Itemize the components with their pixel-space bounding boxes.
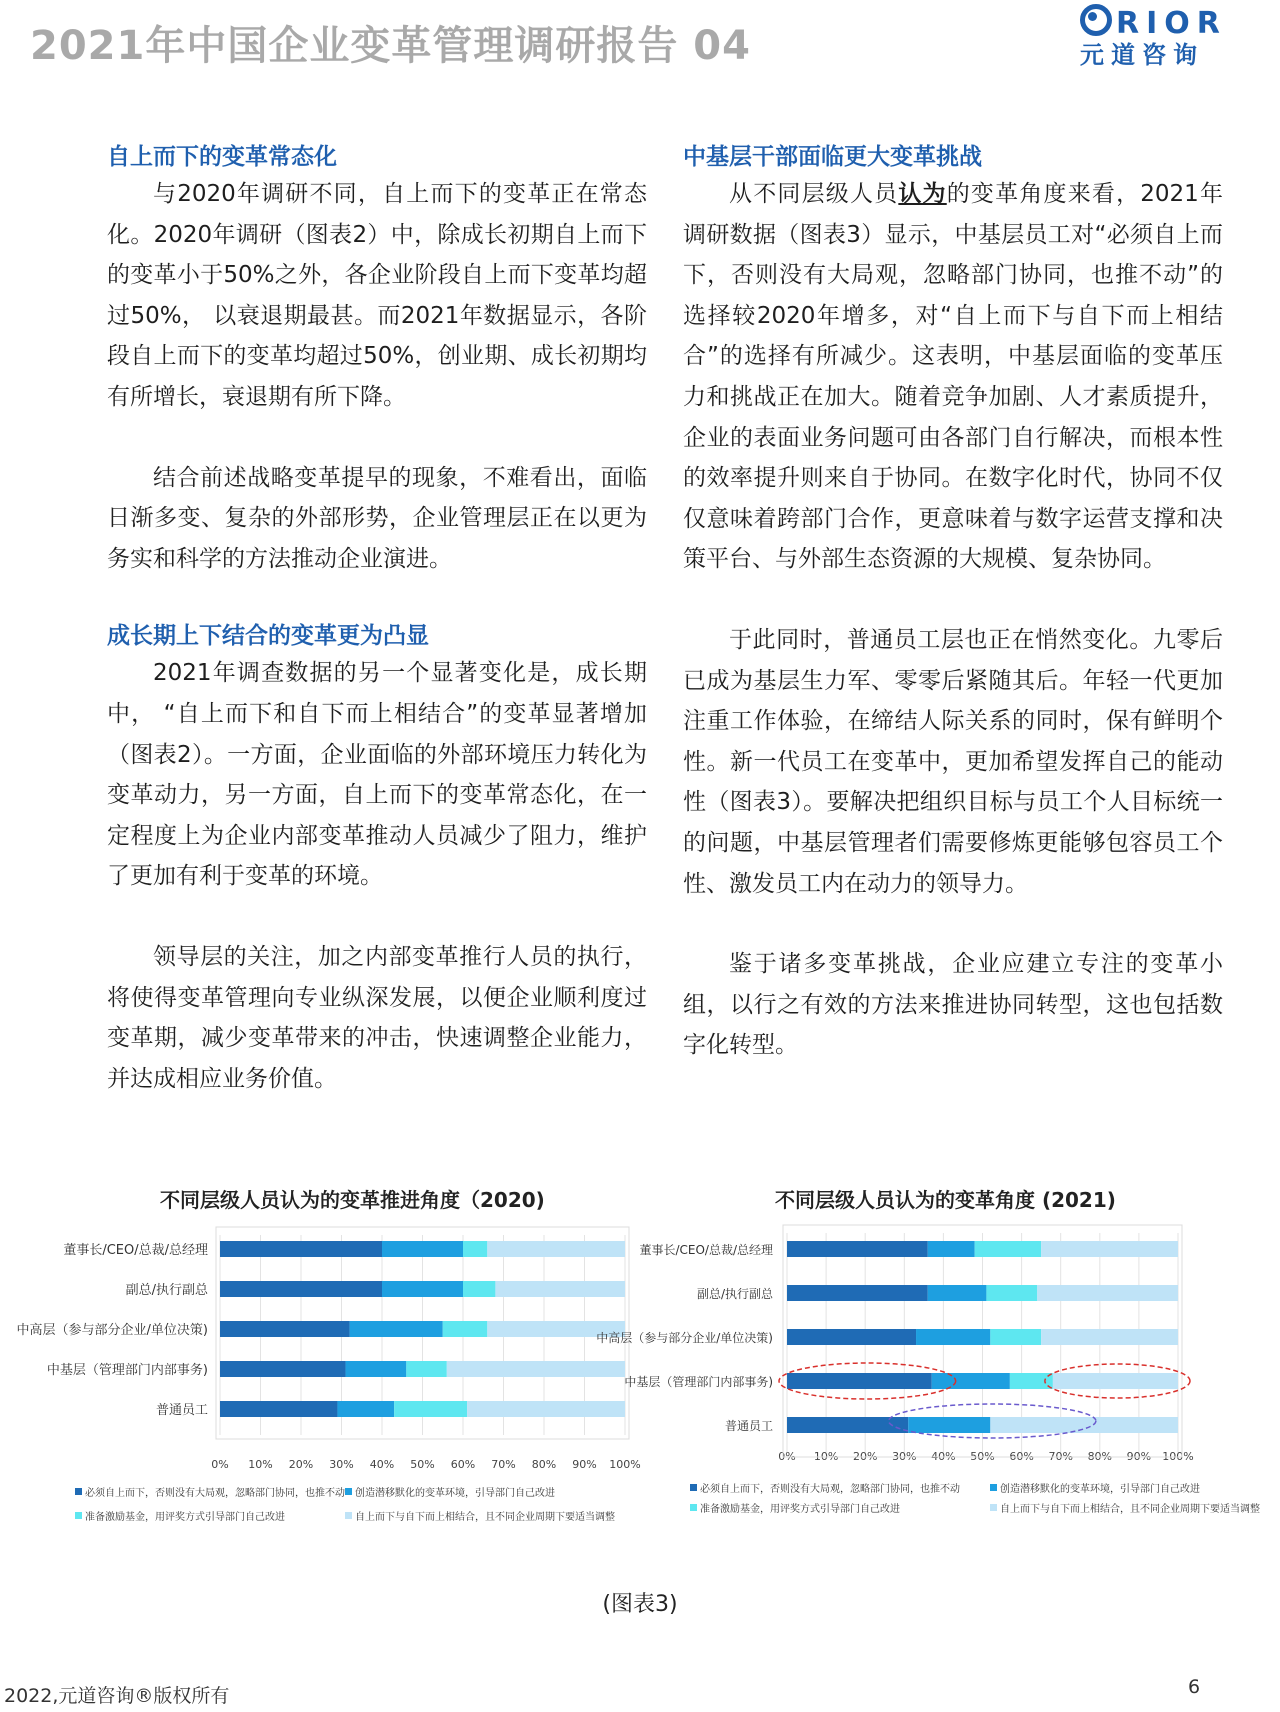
bar-segment (463, 1241, 487, 1257)
x-tick-label: 100% (609, 1458, 641, 1471)
bar-segment (346, 1361, 407, 1377)
bar-segment (443, 1321, 488, 1337)
bar-segment (908, 1417, 990, 1433)
bar-segment (382, 1241, 463, 1257)
figure-caption: (图表3) (602, 1592, 678, 1617)
chart-2020 (0, 1180, 641, 1523)
bar-segment (337, 1401, 394, 1417)
x-tick-label: 10% (248, 1458, 273, 1471)
chart-2021 (596, 1180, 1280, 1520)
category-label: 中基层（管理部门内部事务) (46, 1363, 208, 1378)
legend-swatch (345, 1512, 352, 1519)
bar-segment (1041, 1241, 1178, 1257)
bar-segment (787, 1241, 928, 1257)
legend-swatch (75, 1488, 82, 1495)
section-heading: 成长期上下结合的变革更为凸显 (107, 623, 429, 650)
category-label: 副总/执行副总 (696, 1287, 773, 1301)
logo-subtitle: 元道咨询 (1080, 41, 1204, 69)
legend-label: 准备激励基金，用评奖方式引导部门自己改进 (85, 1512, 285, 1523)
legend-swatch (345, 1488, 352, 1495)
legend-label: 创造潜移默化的变革环境，引导部门自己改进 (355, 1488, 555, 1499)
paragraph: 领导层的关注，加之内部变革推行人员的执行，将使得变革管理向专业纵深发展，以便企业顺利度过变革期，减少变革带来的冲击，快速调整企业能力，并达成相应业务价值。 (107, 943, 647, 1092)
bar-segment (990, 1417, 1178, 1433)
legend-swatch (690, 1504, 697, 1511)
logo-text: RIOR (1116, 6, 1227, 41)
bar-segment (495, 1281, 625, 1297)
left-column (107, 140, 647, 1099)
category-label: 普通员工 (155, 1403, 208, 1418)
paragraph: 从不同层级人员认为的变革角度来看，2021年调研数据（图表3）显示，中基层员工对“必须自上而下，否则没有大局观，忽略部门协同，也推不动”的选择较2020年增多，对“自上而下与自下而上相结合”的选择有所减少。这表明，中基层面临的变革压力和挑战正在加大。随着竞争加剧、人才素质提升，企业的表面业务问题可由各部门自行解决，而根本性的效率提升则来自于协同。在数字化时代，协同不仅仅意味着跨部门合作，更意味着与数字运营支撑和决策平台、与外部生态资源的大规模、复杂协同。 (683, 181, 1223, 573)
legend-swatch (990, 1504, 997, 1511)
x-tick-label: 10% (813, 1450, 839, 1463)
legend-label: 创造潜移默化的变革环境，引导部门自己改进 (1000, 1484, 1200, 1495)
bar-segment (990, 1329, 1041, 1345)
bar-segment (1041, 1329, 1178, 1345)
bar-segment (928, 1241, 975, 1257)
emphasis-text: 认为 (898, 181, 947, 207)
paragraph: 于此同时，普通员工层也正在悄然变化。九零后已成为基层生力军、零零后紧随其后。年轻一代更加注重工作体验，在缔结人际关系的同时，保有鲜明个性。新一代员工在变革中，更加希望发挥自己的能动性（图表3）。要解决把组织目标与员工个人目标统一的问题，中基层管理者们需要修炼更能够包容员工个性、激发员工内在动力的领导力。 (683, 626, 1223, 897)
category-label: 普通员工 (724, 1419, 773, 1433)
chart-plot (596, 1180, 1280, 1520)
x-tick-label: 30% (892, 1450, 917, 1463)
x-tick-label: 40% (369, 1458, 395, 1471)
page-number: 6 (1188, 1676, 1201, 1698)
bar-segment (986, 1285, 1037, 1301)
chart-title: 不同层级人员认为的变革角度 (2021) (775, 1188, 1116, 1212)
paragraph: 2021年调查数据的另一个显著变化是，成长期中， “自上而下和自下而上相结合”的变革显著增加（图表2）。一方面，企业面临的外部环境压力转化为变革动力，另一方面，自上而下的变革常态化，在一定程度上为企业内部变革推动人员减少了阻力，维护了更加有利于变革的环境。 (107, 660, 647, 890)
bar-segment (928, 1285, 987, 1301)
paragraph: 鉴于诸多变革挑战，企业应建立专注的变革小组，以行之有效的方法来推进协同转型，这也包括数字化转型。 (683, 951, 1223, 1059)
x-tick-label: 80% (531, 1458, 557, 1471)
bar-segment (975, 1241, 1041, 1257)
legend-swatch (75, 1512, 82, 1519)
bar-segment (350, 1321, 443, 1337)
legend-swatch (690, 1484, 697, 1491)
x-tick-label: 0% (211, 1458, 229, 1471)
x-tick-label: 60% (450, 1458, 476, 1471)
bar-segment (394, 1401, 467, 1417)
x-tick-label: 70% (491, 1458, 516, 1471)
x-tick-label: 20% (288, 1458, 314, 1471)
chart-title: 不同层级人员认为的变革推进角度（2020) (160, 1188, 545, 1212)
legend-label: 自上而下与自下而上相结合，且不同企业周期下要适当调整 (355, 1512, 615, 1523)
x-tick-label: 50% (410, 1458, 435, 1471)
category-label: 中高层（参与部分企业/单位决策) (596, 1331, 773, 1345)
x-tick-label: 50% (970, 1450, 995, 1463)
legend-label: 必须自上而下，否则没有大局观，忽略部门协同，也推不动 (85, 1488, 345, 1499)
bar-segment (787, 1329, 916, 1345)
logo-ring-icon (1080, 4, 1112, 36)
paragraph: 与2020年调研不同，自上而下的变革正在常态化。2020年调研（图表2）中，除成长初期自上而下的变革小于50%之外，各企业阶段自上而下变革均超过50%， 以衰退期最甚。而2021年数据显示，各阶段自上而下的变革均超过50%，创业期、成长初期均有所增长，衰退期有所下降。 (107, 181, 647, 410)
bar-segment (916, 1329, 990, 1345)
legend-label: 准备激励基金，用评奖方式引导部门自己改进 (700, 1504, 900, 1515)
x-tick-label: 20% (852, 1450, 878, 1463)
x-tick-label: 80% (1087, 1450, 1113, 1463)
report-title: 2021年中国企业变革管理调研报告 04 (30, 23, 751, 69)
bar-segment (447, 1361, 625, 1377)
category-label: 董事长/CEO/总裁/总经理 (639, 1243, 773, 1257)
section-heading: 自上而下的变革常态化 (107, 144, 337, 170)
bar-segment (220, 1401, 337, 1417)
paragraph: 结合前述战略变革提早的现象，不难看出，面临日渐多变、复杂的外部形势，企业管理层正在以更为务实和科学的方法推动企业演进。 (107, 464, 647, 572)
copyright-text: 2022,元道咨询®版权所有 (4, 1685, 230, 1707)
bar-segment (220, 1241, 382, 1257)
x-tick-label: 60% (1009, 1450, 1034, 1463)
bar-segment (787, 1417, 908, 1433)
x-tick-label: 40% (931, 1450, 956, 1463)
category-label: 中基层（管理部门内部事务) (624, 1375, 773, 1389)
bar-segment (406, 1361, 447, 1377)
x-tick-label: 30% (329, 1458, 354, 1471)
bar-segment (932, 1373, 1010, 1389)
section-heading: 中基层干部面临更大变革挑战 (683, 144, 982, 170)
category-label: 副总/执行副总 (125, 1283, 208, 1298)
bar-segment (1037, 1285, 1178, 1301)
bar-segment (1010, 1373, 1053, 1389)
x-tick-label: 90% (1126, 1450, 1152, 1463)
legend-swatch (990, 1484, 997, 1491)
category-label: 中高层（参与部分企业/单位决策) (16, 1323, 208, 1338)
x-tick-label: 100% (1162, 1450, 1194, 1463)
bar-segment (382, 1281, 463, 1297)
bar-segment (220, 1281, 382, 1297)
bar-segment (487, 1241, 625, 1257)
chart-plot (0, 1180, 641, 1523)
category-label: 董事长/CEO/总裁/总经理 (63, 1243, 208, 1258)
bar-segment (463, 1281, 495, 1297)
bar-segment (787, 1373, 932, 1389)
bar-segment (1053, 1373, 1178, 1389)
orior-logo (1080, 4, 1260, 69)
right-column (683, 140, 1223, 1066)
legend-label: 必须自上而下，否则没有大局观，忽略部门协同，也推不动 (700, 1484, 960, 1495)
bar-segment (220, 1361, 346, 1377)
bar-segment (220, 1321, 350, 1337)
x-tick-label: 90% (572, 1458, 597, 1471)
x-tick-label: 70% (1048, 1450, 1073, 1463)
bar-segment (787, 1285, 928, 1301)
x-tick-label: 0% (778, 1450, 796, 1463)
bar-segment (467, 1401, 625, 1417)
legend-label: 自上而下与自下而上相结合，且不同企业周期下要适当调整 (1000, 1504, 1260, 1515)
